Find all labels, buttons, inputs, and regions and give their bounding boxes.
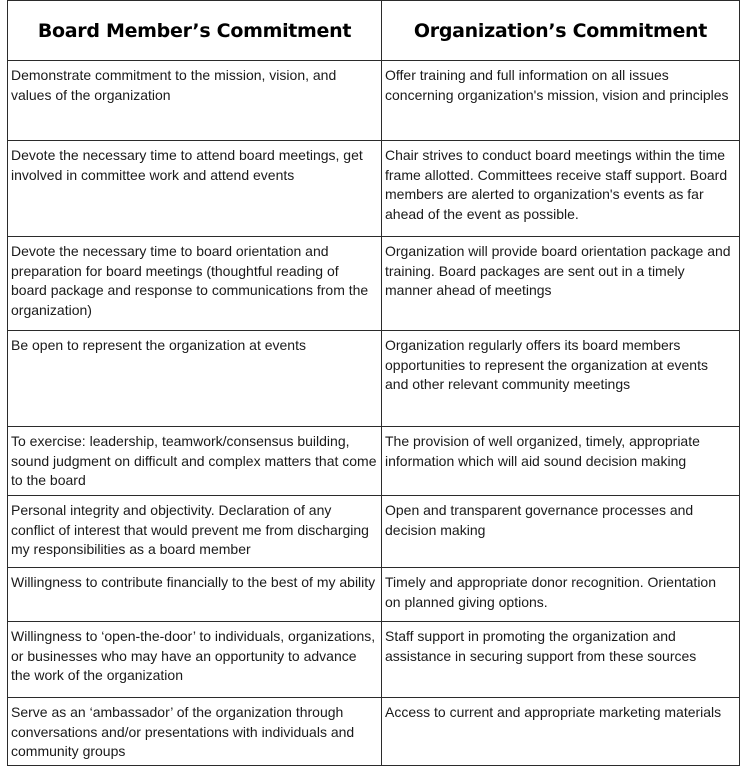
board-commitment-cell: Serve as an ‘ambassador’ of the organization through conversations and/or presentations with individuals and community groups	[8, 698, 382, 766]
table-row	[8, 568, 740, 622]
board-commitment-cell: Willingness to ‘open-the-door’ to individuals, organizations, or businesses who may have an opportunity to advance the work of the organization	[8, 622, 382, 698]
table-row	[8, 427, 740, 496]
organization-commitment-cell: Organization regularly offers its board members opportunities to represent the organization at events and other relevant community meetings	[382, 331, 740, 427]
table-row	[8, 698, 740, 766]
table-row	[8, 141, 740, 237]
organization-commitment-cell: The provision of well organized, timely, appropriate information which will aid sound decision making	[382, 427, 740, 496]
table-row	[8, 61, 740, 141]
board-commitment-cell: Willingness to contribute financially to the best of my ability	[8, 568, 382, 622]
table-row	[8, 237, 740, 331]
organization-commitment-cell: Timely and appropriate donor recognition. Orientation on planned giving options.	[382, 568, 740, 622]
board-commitment-cell: Personal integrity and objectivity. Declaration of any conflict of interest that would prevent me from discharging my responsibilities as a board member	[8, 496, 382, 568]
organization-commitment-cell: Offer training and full information on all issues concerning organization's mission, vision and principles	[382, 61, 740, 141]
organization-commitment-cell: Open and transparent governance processes and decision making	[382, 496, 740, 568]
organization-commitment-cell: Chair strives to conduct board meetings within the time frame allotted. Committees receive staff support. Board members are alerted to organization's events as far ahead of the event as possible.	[382, 141, 740, 237]
board-commitment-cell: To exercise: leadership, teamwork/consensus building, sound judgment on difficult and complex matters that come to the board	[8, 427, 382, 496]
table-row	[8, 622, 740, 698]
organization-header: Organization’s Commitment	[382, 1, 740, 61]
board-commitment-cell: Be open to represent the organization at events	[8, 331, 382, 427]
organization-commitment-cell: Organization will provide board orientation package and training. Board packages are sent out in a timely manner ahead of meetings	[382, 237, 740, 331]
board-commitment-cell: Devote the necessary time to board orientation and preparation for board meetings (thoughtful reading of board package and response to communications from the organization)	[8, 237, 382, 331]
header-row	[8, 1, 740, 61]
organization-commitment-cell: Access to current and appropriate marketing materials	[382, 698, 740, 766]
board-header: Board Member’s Commitment	[8, 1, 382, 61]
organization-commitment-cell: Staff support in promoting the organization and assistance in securing support from these sources	[382, 622, 740, 698]
board-commitment-cell: Devote the necessary time to attend board meetings, get involved in committee work and attend events	[8, 141, 382, 237]
commitment-table	[7, 0, 740, 766]
board-commitment-cell: Demonstrate commitment to the mission, vision, and values of the organization	[8, 61, 382, 141]
table-row	[8, 496, 740, 568]
table-row	[8, 331, 740, 427]
